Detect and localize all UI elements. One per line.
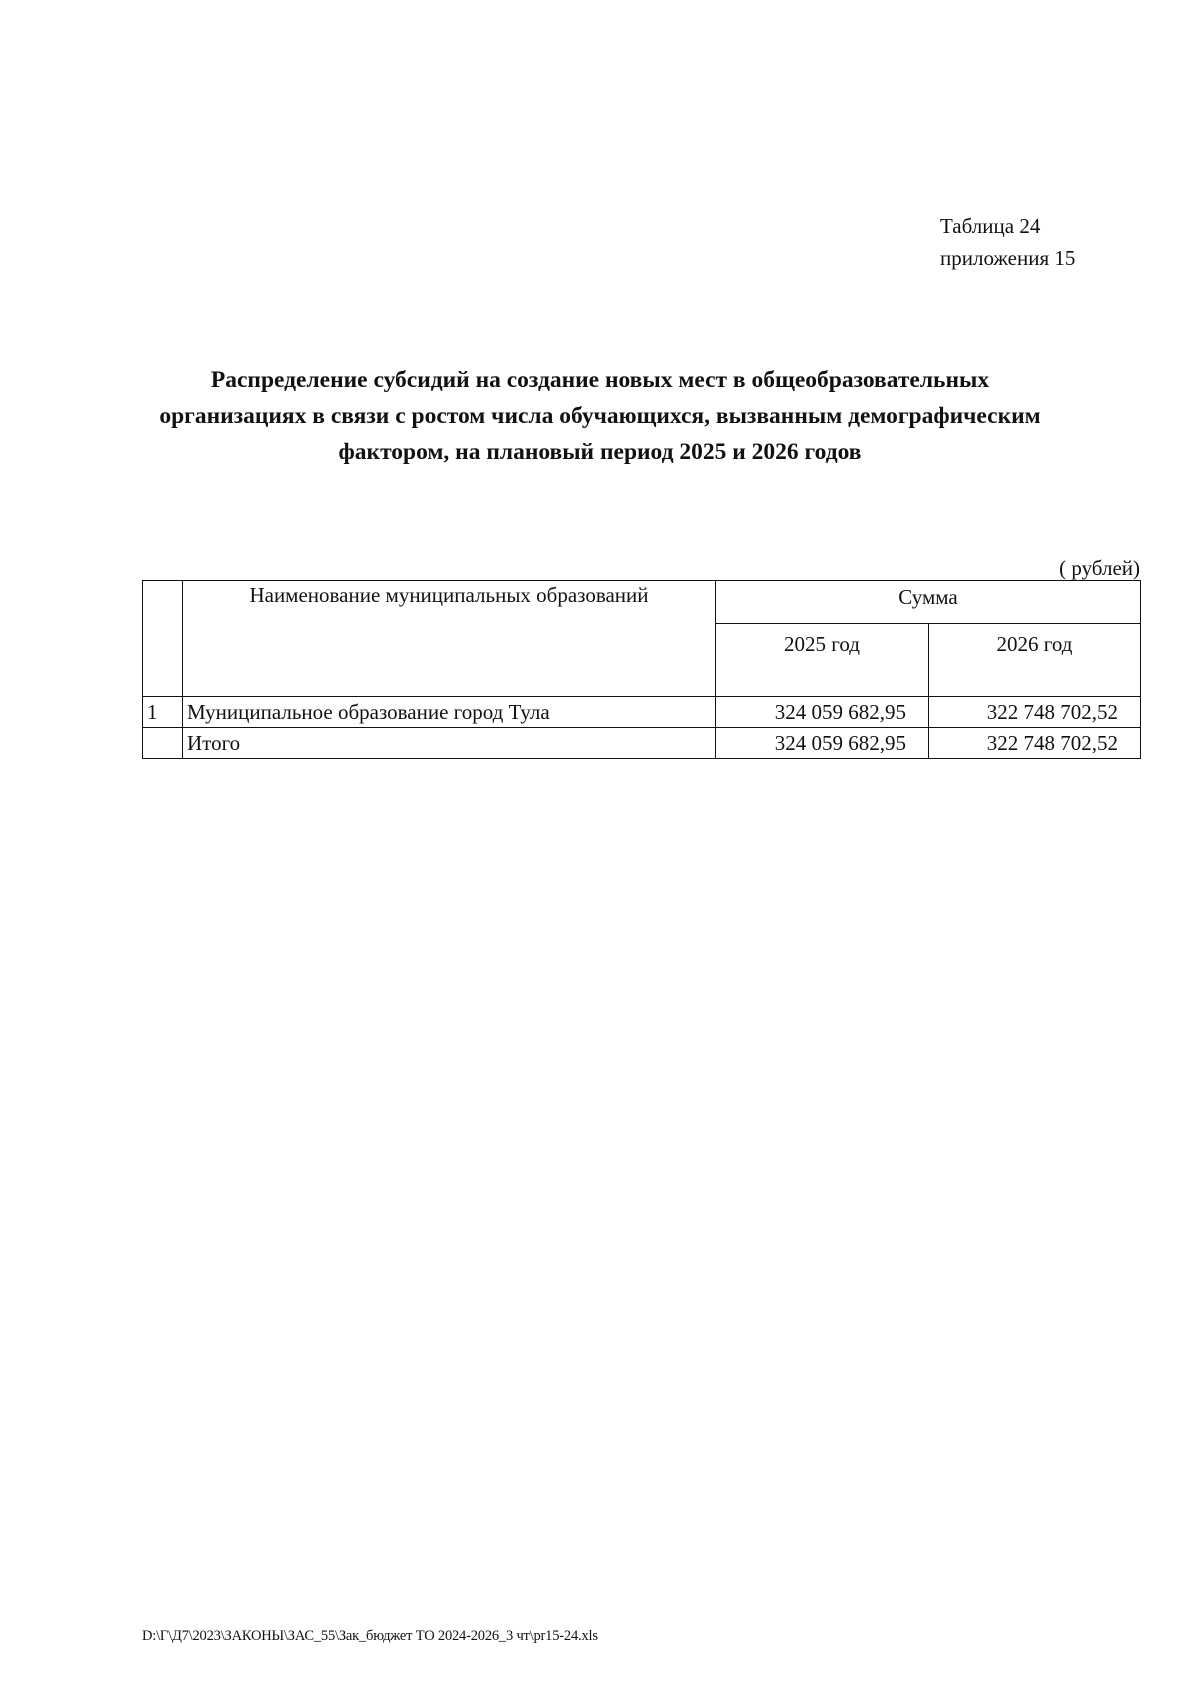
title-line-1: Распределение субсидий на создание новых мест в общеобразовательных — [210, 367, 990, 393]
total-value-2026: 322 748 702,52 — [929, 728, 1141, 759]
title-line-3: фактором, на плановый период 2025 и 2026 годов — [338, 439, 862, 465]
table-reference — [940, 210, 1075, 274]
row-number: 1 — [143, 697, 183, 728]
row-value-2025: 324 059 682,95 — [716, 697, 929, 728]
header-year-2026: 2026 год — [929, 624, 1141, 697]
total-name: Итого — [183, 728, 716, 759]
subsidy-table — [142, 580, 1141, 759]
table-total-row — [143, 728, 1141, 759]
title-line-2: организациях в связи с ростом числа обучающихся, вызванным демографическим — [159, 403, 1041, 429]
table-header-row — [143, 581, 1141, 624]
row-name: Муниципальное образование город Тула — [183, 697, 716, 728]
total-value-2025: 324 059 682,95 — [716, 728, 929, 759]
header-name-cell: Наименование муниципальных образований — [183, 581, 716, 697]
file-path-footer: D:\Г\Д7\2023\ЗАКОНЫ\ЗАС_55\Зак_бюджет ТО 2024-2026_3 чт\pr15-24.xls — [142, 1628, 598, 1644]
total-number — [143, 728, 183, 759]
appendix-label: приложения 15 — [940, 246, 1076, 270]
header-year-2025: 2025 год — [716, 624, 929, 697]
document-title — [130, 362, 1070, 470]
header-sum-cell: Сумма — [716, 581, 1141, 624]
units-label: ( рублей) — [1059, 556, 1140, 580]
header-number-cell — [143, 581, 183, 697]
table-row — [143, 697, 1141, 728]
row-value-2026: 322 748 702,52 — [929, 697, 1141, 728]
table-number-label: Таблица 24 — [940, 214, 1041, 238]
